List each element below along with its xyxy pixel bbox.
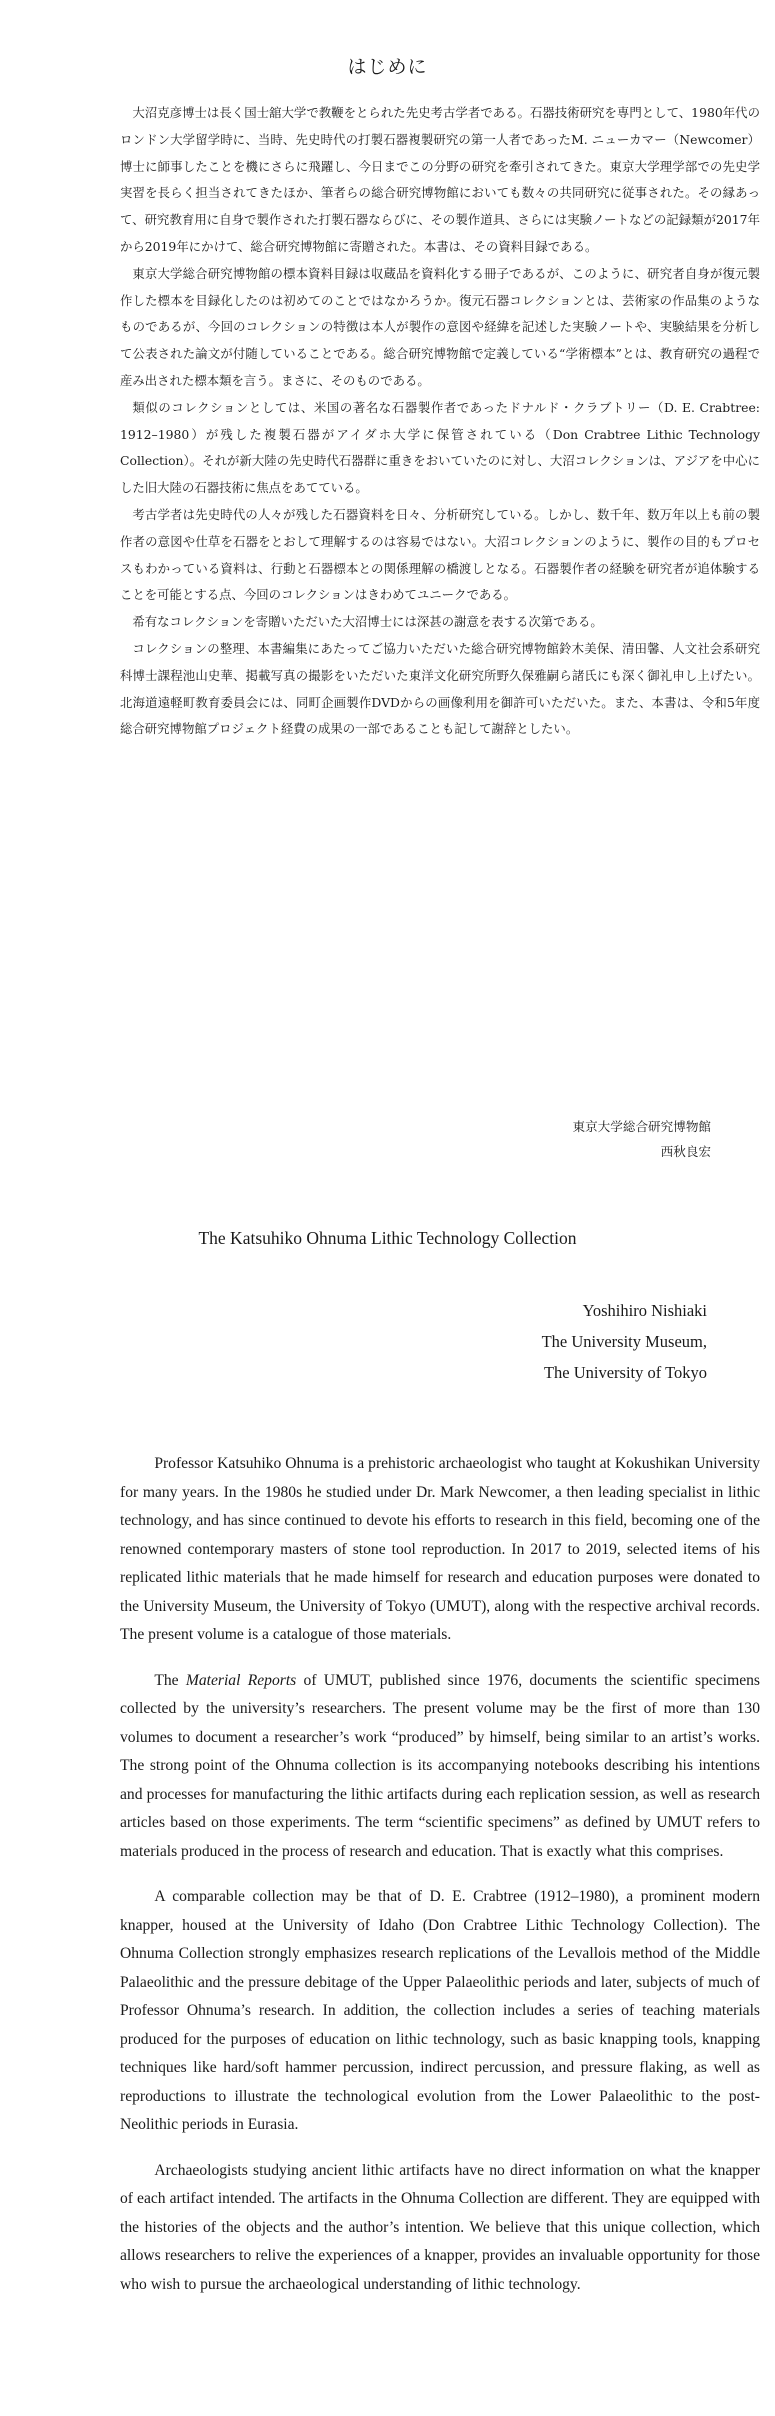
english-paragraph-3: A comparable collection may be that of D. E. Crabtree (1912–1980), a prominent modern knapper, housed at the University of Idaho (Don Crabtree Lithic Technology Collection). The Ohnuma Collection strongly emphasizes research replications of the Levallois method of the Middle Palaeolithic and the pressure debitage of the Upper Palaeolithic periods and later, subjects of much of Professor Ohnuma’s research. In addition, the collection includes a series of teaching materials produced for the purposes of education on lithic technology, such as basic knapping tools, knapping techniques like hard/soft hammer percussion, indirect percussion, and pressure flaking, as well as reproductions to illustrate the technological evolution from the Lower Palaeolithic to the post-Neolithic periods in Eurasia. <box>120 1888 760 2133</box>
p2-prefix: The <box>154 1671 186 1689</box>
author-affiliation-2: The University of Tokyo <box>543 1363 707 1382</box>
japanese-signature <box>572 1114 711 1164</box>
signature-institution: 東京大学総合研究博物館 <box>572 1119 711 1134</box>
japanese-paragraph-1: 大沼克彦博士は長く国士舘大学で教鞭をとられた先史考古学者である。石器技術研究を専門として、1980年代のロンドン大学留学時に、当時、先史時代の打製石器複製研究の第一人者であったM. ニューカマー（Newcomer）博士に師事したことを機にさらに飛躍し、今日までこの分野の研究を牽引されてきた。東京大学理学部での先史学実習を長らく担当されてきたほか、筆者らの総合研究博物館においても数々の共同研究に従事された。その縁あって、研究教育用に自身で製作された打製石器ならびに、その製作道具、さらには実験ノートなどの記録類が2017年から2019年にかけて、総合研究博物館に寄贈された。本書は、その資料目録である。 <box>120 105 760 254</box>
signature-name: 西秋良宏 <box>660 1144 711 1159</box>
japanese-body <box>120 100 760 743</box>
author-name: Yoshihiro Nishiaki <box>582 1301 707 1320</box>
english-body <box>120 1450 760 2316</box>
japanese-paragraph-2: 東京大学総合研究博物館の標本資料目録は収蔵品を資料化する冊子であるが、このように、研究者自身が復元製作した標本を目録化したのは初めてのことではなかろうか。復元石器コレクションとは、芸術家の作品集のようなものであるが、今回のコレクションの特徴は本人が製作の意図や経緯を記述した実験ノートや、実験結果を分析して公表された論文が付随していることである。総合研究博物館で定義している“学術標本”とは、教育研究の過程で産み出された標本類を言う。まさに、そのものである。 <box>120 265 760 388</box>
author-affiliation-1: The University Museum, <box>541 1332 707 1351</box>
japanese-paragraph-5: 希有なコレクションを寄贈いただいた大沼博士には深甚の謝意を表する次第である。 <box>132 614 603 630</box>
english-paragraph-2 <box>120 1667 760 1867</box>
p2-italic-title: Material Reports <box>185 1671 297 1689</box>
japanese-paragraph-4: 考古学者は先史時代の人々が残した石器資料を日々、分析研究している。しかし、数千年、数万年以上も前の製作者の意図や仕草を石器をとおして理解するのは容易ではない。大沼コレクションのように、製作の目的もプロセスもわかっている資料は、行動と石器標本との関係理解の橋渡しとなる。石器製作者の経験を研究者が追体験することを可能とする点、今回のコレクションはきわめてユニークである。 <box>120 506 760 603</box>
english-author-block <box>542 1295 707 1388</box>
english-paragraph-1: Professor Katsuhiko Ohnuma is a prehistoric archaeologist who taught at Kokushikan University for many years. In the 1980s he studied under Dr. Mark Newcomer, a then leading specialist in lithic technology, and has since continued to devote his efforts to research in this field, becoming one of the renowned contemporary masters of stone tool reproduction. In 2017 to 2019, selected items of his replicated lithic materials that he made himself for research and education purposes were donated to the University Museum, the University of Tokyo (UMUT), along with the respective archival records. The present volume is a catalogue of those materials. <box>120 1455 760 1643</box>
english-paragraph-4: Archaeologists studying ancient lithic artifacts have no direct information on what the knapper of each artifact intended. The artifacts in the Ohnuma Collection are different. They are equipped with the histories of the objects and the author’s intention. We believe that this unique collection, which allows researchers to relive the experiences of a knapper, provides an invaluable opportunity for those who wish to pursue the archaeological understanding of lithic technology. <box>120 2161 760 2293</box>
japanese-title: はじめに <box>347 56 428 78</box>
japanese-paragraph-6: コレクションの整理、本書編集にあたってご協力いただいた総合研究博物館鈴木美保、清田馨、人文社会系研究科博士課程池山史華、掲載写真の撮影をいただいた東洋文化研究所野久保雅嗣ら諸氏にも深く御礼申し上げたい。北海道遠軽町教育委員会には、同町企画製作DVDからの画像利用を御許可いただいた。また、本書は、令和5年度総合研究博物館プロジェクト経費の成果の一部であることも記して謝辞としたい。 <box>120 640 760 737</box>
p2-rest: of UMUT, published since 1976, documents the scientific specimens collected by the university’s researchers. The present volume may be the first of more than 130 volumes to document a researcher’s work “produced” by himself, being similar to an artist’s works. The strong point of the Ohnuma collection is its accompanying notebooks describing his intentions and processes for manufacturing the lithic artifacts during each replication session, as well as research articles based on those experiments. The term “scientific specimens” as defined by UMUT refers to materials produced in the process of research and education. That is exactly what this comprises. <box>120 1671 760 1860</box>
english-title: The Katsuhiko Ohnuma Lithic Technology Collection <box>198 1228 577 1248</box>
japanese-paragraph-3: 類似のコレクションとしては、米国の著名な石器製作者であったドナルド・クラブトリー（D. E. Crabtree: 1912–1980）が残した複製石器がアイダホ大学に保管されている（Don Crabtree Lithic Technology Collection）。それが新大陸の先史時代石器群に重きをおいていたのに対し、大沼コレクションは、アジアを中心にした旧大陸の石器技術に焦点をあてている。 <box>120 399 760 496</box>
